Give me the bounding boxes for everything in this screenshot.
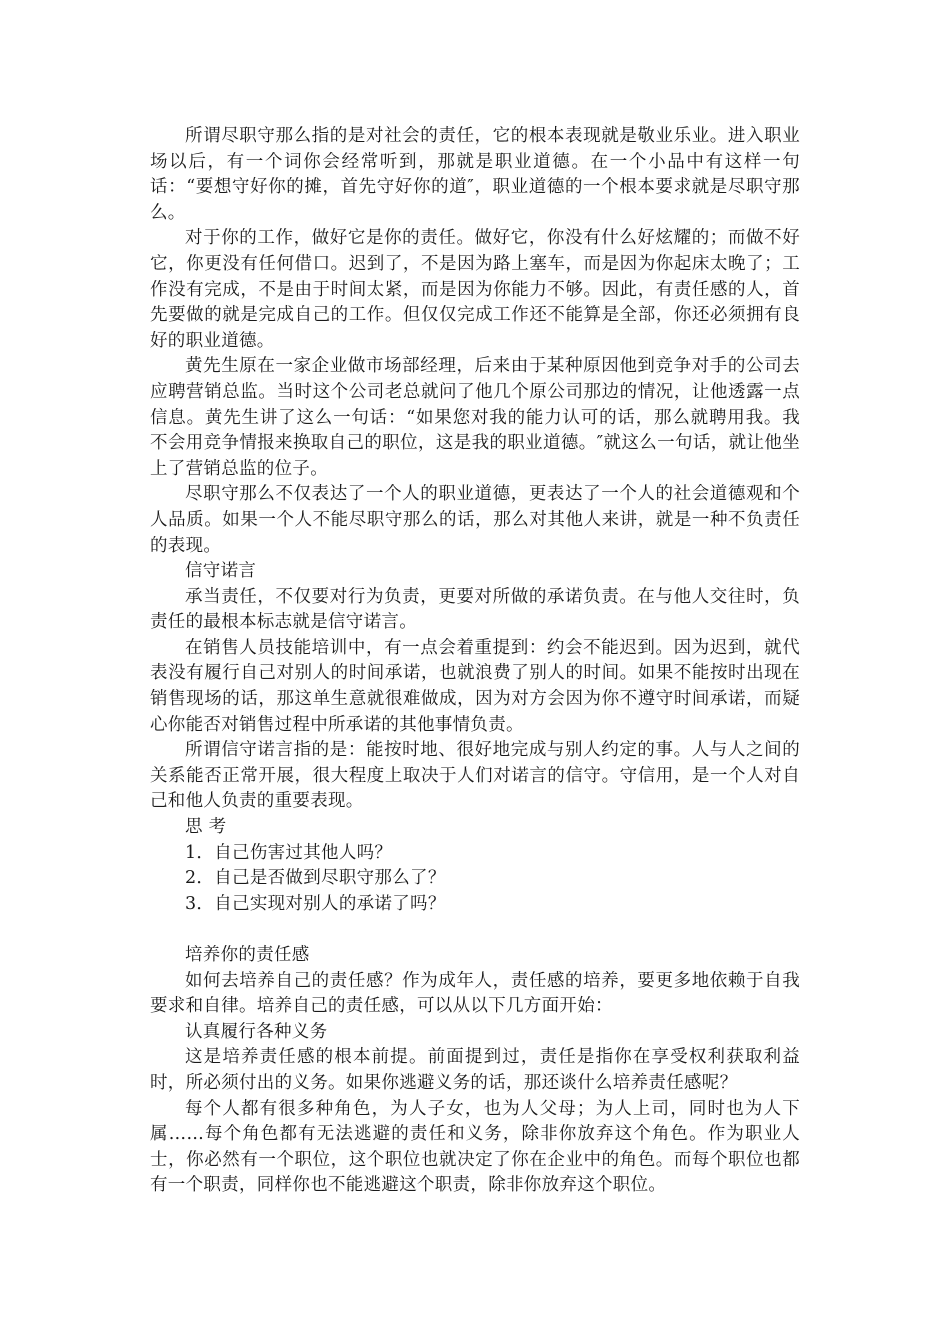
paragraph: 尽职守那么不仅表达了一个人的职业道德，更表达了一个人的社会道德观和个人品质。如果一个人不能尽职守那么的话，那么对其他人来讲，就是一种不负责任的表现。 <box>150 484 800 556</box>
section-heading: 认真履行各种义务 <box>185 1021 328 1042</box>
paragraph: 对于你的工作，做好它是你的责任。做好它，你没有什么好炫耀的；而做不好它，你更没有任何借口。迟到了，不是因为路上塞车，而是因为你起床太晚了；工作没有完成，不是由于时间太紧，而是因为你能力不够。因此，有责任感的人，首先要做的就是完成自己的工作。但仅仅完成工作还不能算是全部，你还必须拥有良好的职业道德。 <box>150 228 800 351</box>
paragraph: 在销售人员技能培训中，有一点会着重提到：约会不能迟到。因为迟到，就代表没有履行自己对别人的时间承诺，也就浪费了别人的时间。如果不能按时出现在销售现场的话，那这单生意就很难做成，因为对方会因为你不遵守时间承诺，而疑心你能否对销售过程中所承诺的其他事情负责。 <box>150 637 800 735</box>
question-item: 1．自己伤害过其他人吗？ <box>185 842 393 863</box>
paragraph: 黄先生原在一家企业做市场部经理，后来由于某种原因他到竞争对手的公司去应聘营销总监。当时这个公司老总就问了他几个原公司那边的情况，让他透露一点信息。黄先生讲了这么一句话：“如果您对我的能力认可的话，那么就聘用我。我不会用竞争情报来换取自己的职位，这是我的职业道德。″就这么一句话，就让他坐上了营销总监的位子。 <box>150 356 800 479</box>
paragraph: 承当责任，不仅要对行为负责，更要对所做的承诺负责。在与他人交往时，负责任的最根本标志就是信守诺言。 <box>150 586 800 633</box>
section-heading: 培养你的责任感 <box>185 945 310 965</box>
section-heading: 信守诺言 <box>185 561 257 582</box>
question-item: 2．自己是否做到尽职守那么了？ <box>185 868 446 889</box>
paragraph: 如何去培养自己的责任感？作为成年人，责任感的培养，要更多地依赖于自我要求和自律。培养自己的责任感，可以从以下几方面开始： <box>150 970 800 1017</box>
blank-line <box>150 917 800 943</box>
question-item: 3．自己实现对别人的承诺了吗？ <box>185 893 446 914</box>
document-body <box>150 124 800 1199</box>
paragraph: 所谓信守诺言指的是：能按时地、很好地完成与别人约定的事。人与人之间的关系能否正常开展，很大程度上取决于人们对诺言的信守。守信用，是一个人对自己和他人负责的重要表现。 <box>150 740 800 812</box>
paragraph: 每个人都有很多种角色，为人子女，也为人父母；为人上司，同时也为人下属……每个角色都有无法逃避的责任和义务，除非你放弃这个角色。作为职业人士，你必然有一个职位，这个职位也就决定了你在企业中的角色。而每个职位也都有一个职责，同样你也不能逃避这个职责，除非你放弃这个职位。 <box>150 1098 800 1196</box>
paragraph: 所谓尽职守那么指的是对社会的责任，它的根本表现就是敬业乐业。进入职业场以后，有一个词你会经常听到，那就是职业道德。在一个小品中有这样一句话：“要想守好你的摊，首先守好你的道″，职业道德的一个根本要求就是尽职守那么。 <box>150 126 800 223</box>
section-heading: 思 考 <box>185 817 227 838</box>
paragraph: 这是培养责任感的根本前提。前面提到过，责任是指你在享受权利获取利益时，所必须付出的义务。如果你逃避义务的话，那还谈什么培养责任感呢？ <box>150 1047 800 1093</box>
